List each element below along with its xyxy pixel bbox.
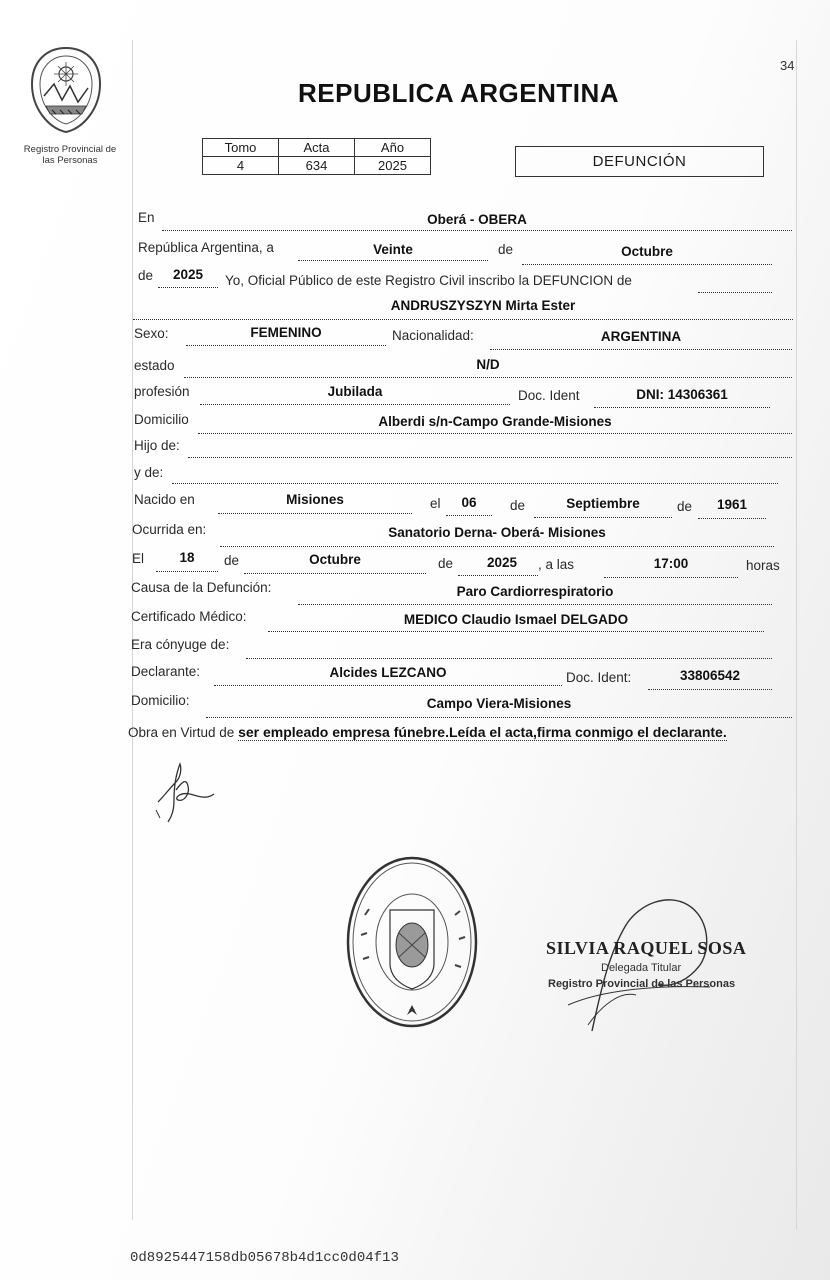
domicilio2-dots: [206, 716, 792, 718]
inscripcion-dots: [698, 291, 772, 293]
nombre-value: ANDRUSZYSZYN Mirta Ester: [390, 298, 576, 313]
nacido-en-label: Nacido en: [134, 492, 195, 507]
official-seal-icon: [345, 855, 480, 1030]
def-mes-dots: [244, 572, 426, 574]
def-dia-dots: [156, 570, 218, 572]
declarante-domicilio-value: Campo Viera-Misiones: [426, 696, 572, 711]
doc-ident2-label: Doc. Ident:: [566, 670, 632, 685]
def-anio-value: 2025: [486, 555, 518, 570]
obra-label: Obra en Virtud de: [128, 725, 235, 740]
acta-value: 634: [279, 157, 355, 175]
de-label-4: de: [677, 499, 693, 514]
de-label-1: de: [498, 242, 514, 257]
profesion-dots: [200, 403, 510, 405]
sexo-dots: [186, 344, 386, 346]
el-cap-label: El: [132, 551, 145, 566]
def-anio-dots: [458, 574, 538, 576]
certificado-value: MEDICO Claudio Ismael DELGADO: [403, 612, 629, 627]
hijo-de-dots: [188, 456, 792, 458]
nac-anio-value: 1961: [716, 497, 748, 512]
domicilio2-label: Domicilio:: [131, 693, 190, 708]
y-de-dots: [172, 482, 778, 484]
domicilio-value: Alberdi s/n-Campo Grande-Misiones: [378, 414, 612, 429]
declarante-doc-value: 33806542: [679, 668, 741, 683]
right-margin-line: [796, 40, 797, 1230]
inscripcion-text: Yo, Oficial Público de este Registro Civil inscribo la DEFUNCION de: [225, 273, 632, 288]
republica-label: República Argentina, a: [138, 240, 274, 255]
page-number: 34: [780, 58, 795, 73]
nacionalidad-label: Nacionalidad:: [392, 328, 474, 343]
causa-dots: [298, 603, 772, 605]
profesion-value: Jubilada: [327, 384, 383, 399]
certificado-dots: [268, 630, 764, 632]
certificado-label: Certificado Médico:: [131, 609, 247, 624]
anio-value: 2025: [355, 157, 431, 175]
nacido-dots: [218, 512, 412, 514]
dni-value: DNI: 14306361: [636, 387, 728, 402]
lugar-value: Oberá - OBERA: [427, 212, 527, 227]
nombre-dots: [133, 318, 793, 320]
nacionalidad-value: ARGENTINA: [600, 329, 682, 344]
horas-label: horas: [746, 558, 780, 573]
ocurrida-dots: [220, 545, 774, 547]
dia-registro-value: Veinte: [373, 242, 413, 257]
acta-header: Acta: [279, 139, 355, 157]
obra-text: ser empleado empresa fúnebre.Leída el acta,firma conmigo el declarante.: [238, 724, 727, 740]
provincial-emblem-icon: [26, 44, 106, 136]
declarante-label: Declarante:: [131, 664, 201, 679]
nac-mes-value: Septiembre: [566, 496, 640, 511]
conyuge-dots: [246, 657, 772, 659]
dni-dots: [594, 406, 770, 408]
profesion-label: profesión: [134, 384, 190, 399]
lugar-dots: [162, 229, 792, 231]
def-hora-value: 17:00: [653, 556, 689, 571]
sexo-value: FEMENINO: [250, 325, 322, 340]
anio-registro-value: 2025: [172, 267, 204, 282]
ocurrida-en-label: Ocurrida en:: [132, 522, 207, 537]
sexo-label: Sexo:: [134, 326, 169, 341]
document-hash: 0d8925447158db05678b4d1cc0d04f13: [130, 1250, 399, 1266]
nac-dia-dots: [446, 514, 492, 516]
nac-mes-dots: [534, 516, 672, 518]
def-hora-dots: [604, 576, 738, 578]
de-label-6: de: [438, 556, 454, 571]
estado-label: estado: [134, 358, 175, 373]
document-type-box: DEFUNCIÓN: [515, 146, 764, 177]
a-las-label: , a las: [538, 557, 575, 572]
en-label: En: [138, 210, 155, 225]
def-dia-value: 18: [179, 550, 195, 565]
dia-dots: [298, 259, 488, 261]
nacido-en-value: Misiones: [286, 492, 344, 507]
causa-label: Causa de la Defunción:: [131, 580, 272, 595]
ocurrida-en-value: Sanatorio Derna- Oberá- Misiones: [388, 525, 606, 540]
de-label-2: de: [138, 268, 154, 283]
de-label-3: de: [510, 498, 526, 513]
el-label: el: [430, 496, 441, 511]
official-org: Registro Provincial de las Personas: [548, 978, 736, 990]
de-label-5: de: [224, 553, 240, 568]
registry-table: [202, 138, 431, 175]
tomo-value: 4: [203, 157, 279, 175]
anio-dots: [158, 286, 218, 288]
registry-org-name: Registro Provincial de las Personas: [23, 144, 117, 166]
mes-dots: [522, 263, 772, 265]
domicilio-label: Domicilio: [134, 412, 189, 427]
official-role: Delegada Titular: [601, 962, 682, 974]
declarante-value: Alcides LEZCANO: [329, 665, 447, 680]
nacionalidad-dots: [490, 348, 792, 350]
domicilio-dots: [198, 432, 792, 434]
tomo-header: Tomo: [203, 139, 279, 157]
anio-header: Año: [355, 139, 431, 157]
declarant-signature-icon: [150, 760, 220, 825]
declarante-dots: [214, 684, 562, 686]
page-title: REPUBLICA ARGENTINA: [298, 78, 620, 108]
nac-anio-dots: [698, 517, 766, 519]
def-mes-value: Octubre: [309, 552, 361, 567]
left-margin-line: [132, 40, 133, 1220]
causa-value: Paro Cardiorrespiratorio: [456, 584, 614, 599]
mes-registro-value: Octubre: [621, 244, 673, 259]
conyuge-label: Era cónyuge de:: [131, 637, 230, 652]
estado-dots: [184, 376, 792, 378]
estado-value: N/D: [476, 357, 500, 372]
y-de-label: y de:: [134, 465, 164, 480]
declarante-doc-dots: [648, 688, 772, 690]
obra-paragraph: [128, 722, 790, 743]
official-name: SILVIA RAQUEL SOSA: [546, 938, 747, 958]
hijo-de-label: Hijo de:: [134, 438, 180, 453]
doc-ident-label: Doc. Ident: [518, 388, 580, 403]
nac-dia-value: 06: [461, 495, 477, 510]
